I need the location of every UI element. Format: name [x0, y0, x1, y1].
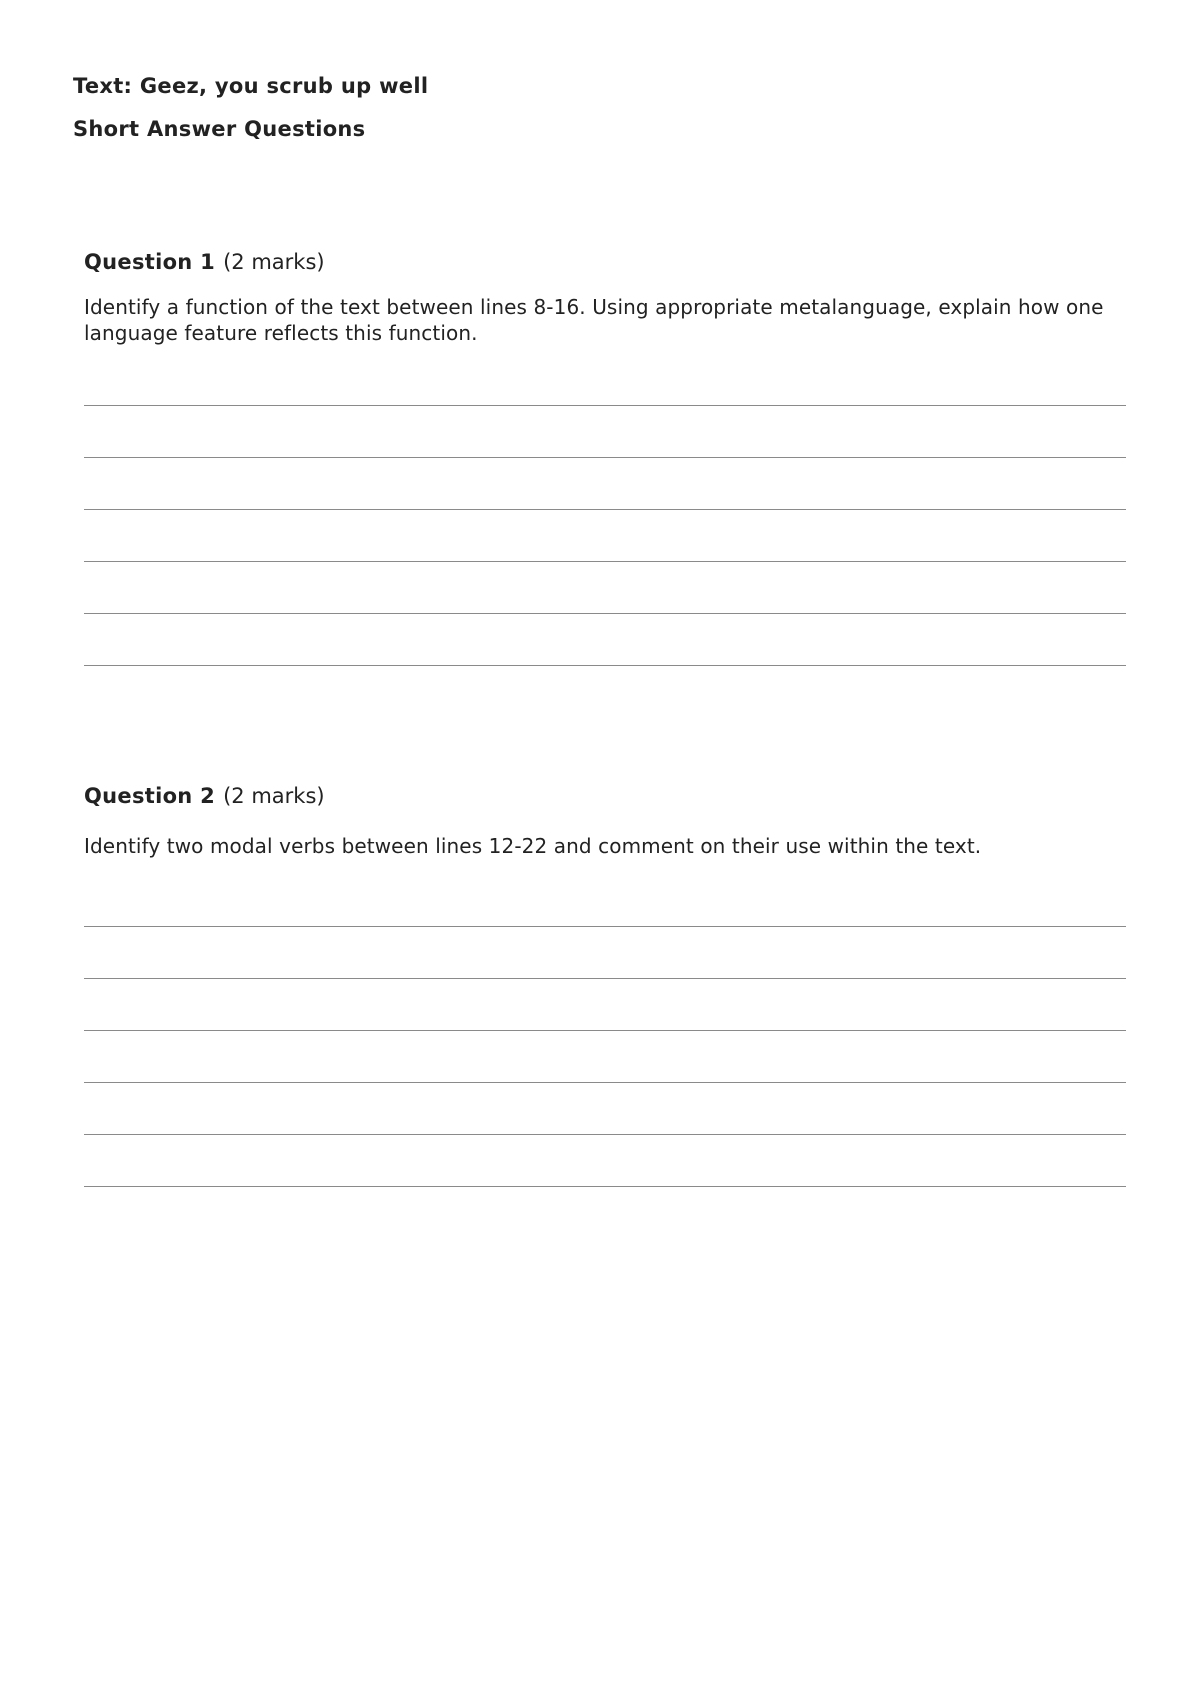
- answer-line[interactable]: [84, 406, 1126, 458]
- answer-line[interactable]: [84, 979, 1126, 1031]
- answer-line[interactable]: [84, 510, 1126, 562]
- question-2-answer-lines[interactable]: [84, 875, 1126, 1187]
- question-1-heading: [84, 249, 1126, 275]
- answer-line[interactable]: [84, 562, 1126, 614]
- question-2: [84, 783, 1126, 1187]
- question-2-label: Question 2: [84, 784, 216, 808]
- question-2-marks: (2 marks): [223, 784, 325, 808]
- answer-line[interactable]: [84, 927, 1126, 979]
- question-1: [84, 249, 1126, 666]
- answer-line[interactable]: [84, 1083, 1126, 1135]
- question-2-text: Identify two modal verbs between lines 12-22 and comment on their use within the text.: [84, 834, 982, 858]
- question-2-heading: [84, 783, 1126, 809]
- answer-line[interactable]: [84, 458, 1126, 510]
- question-1-label: Question 1: [84, 250, 216, 274]
- answer-line[interactable]: [84, 1135, 1126, 1187]
- document-title: Text: Geez, you scrub up well: [73, 74, 429, 98]
- question-1-answer-lines[interactable]: [84, 354, 1126, 666]
- document-subtitle: Short Answer Questions: [73, 117, 366, 141]
- answer-line[interactable]: [84, 354, 1126, 406]
- question-1-marks: (2 marks): [223, 250, 325, 274]
- answer-line[interactable]: [84, 1031, 1126, 1083]
- question-1-text: Identify a function of the text between lines 8-16. Using appropriate metalanguage, explain how one language feature reflects this function.: [84, 295, 1104, 345]
- answer-line[interactable]: [84, 614, 1126, 666]
- answer-line[interactable]: [84, 875, 1126, 927]
